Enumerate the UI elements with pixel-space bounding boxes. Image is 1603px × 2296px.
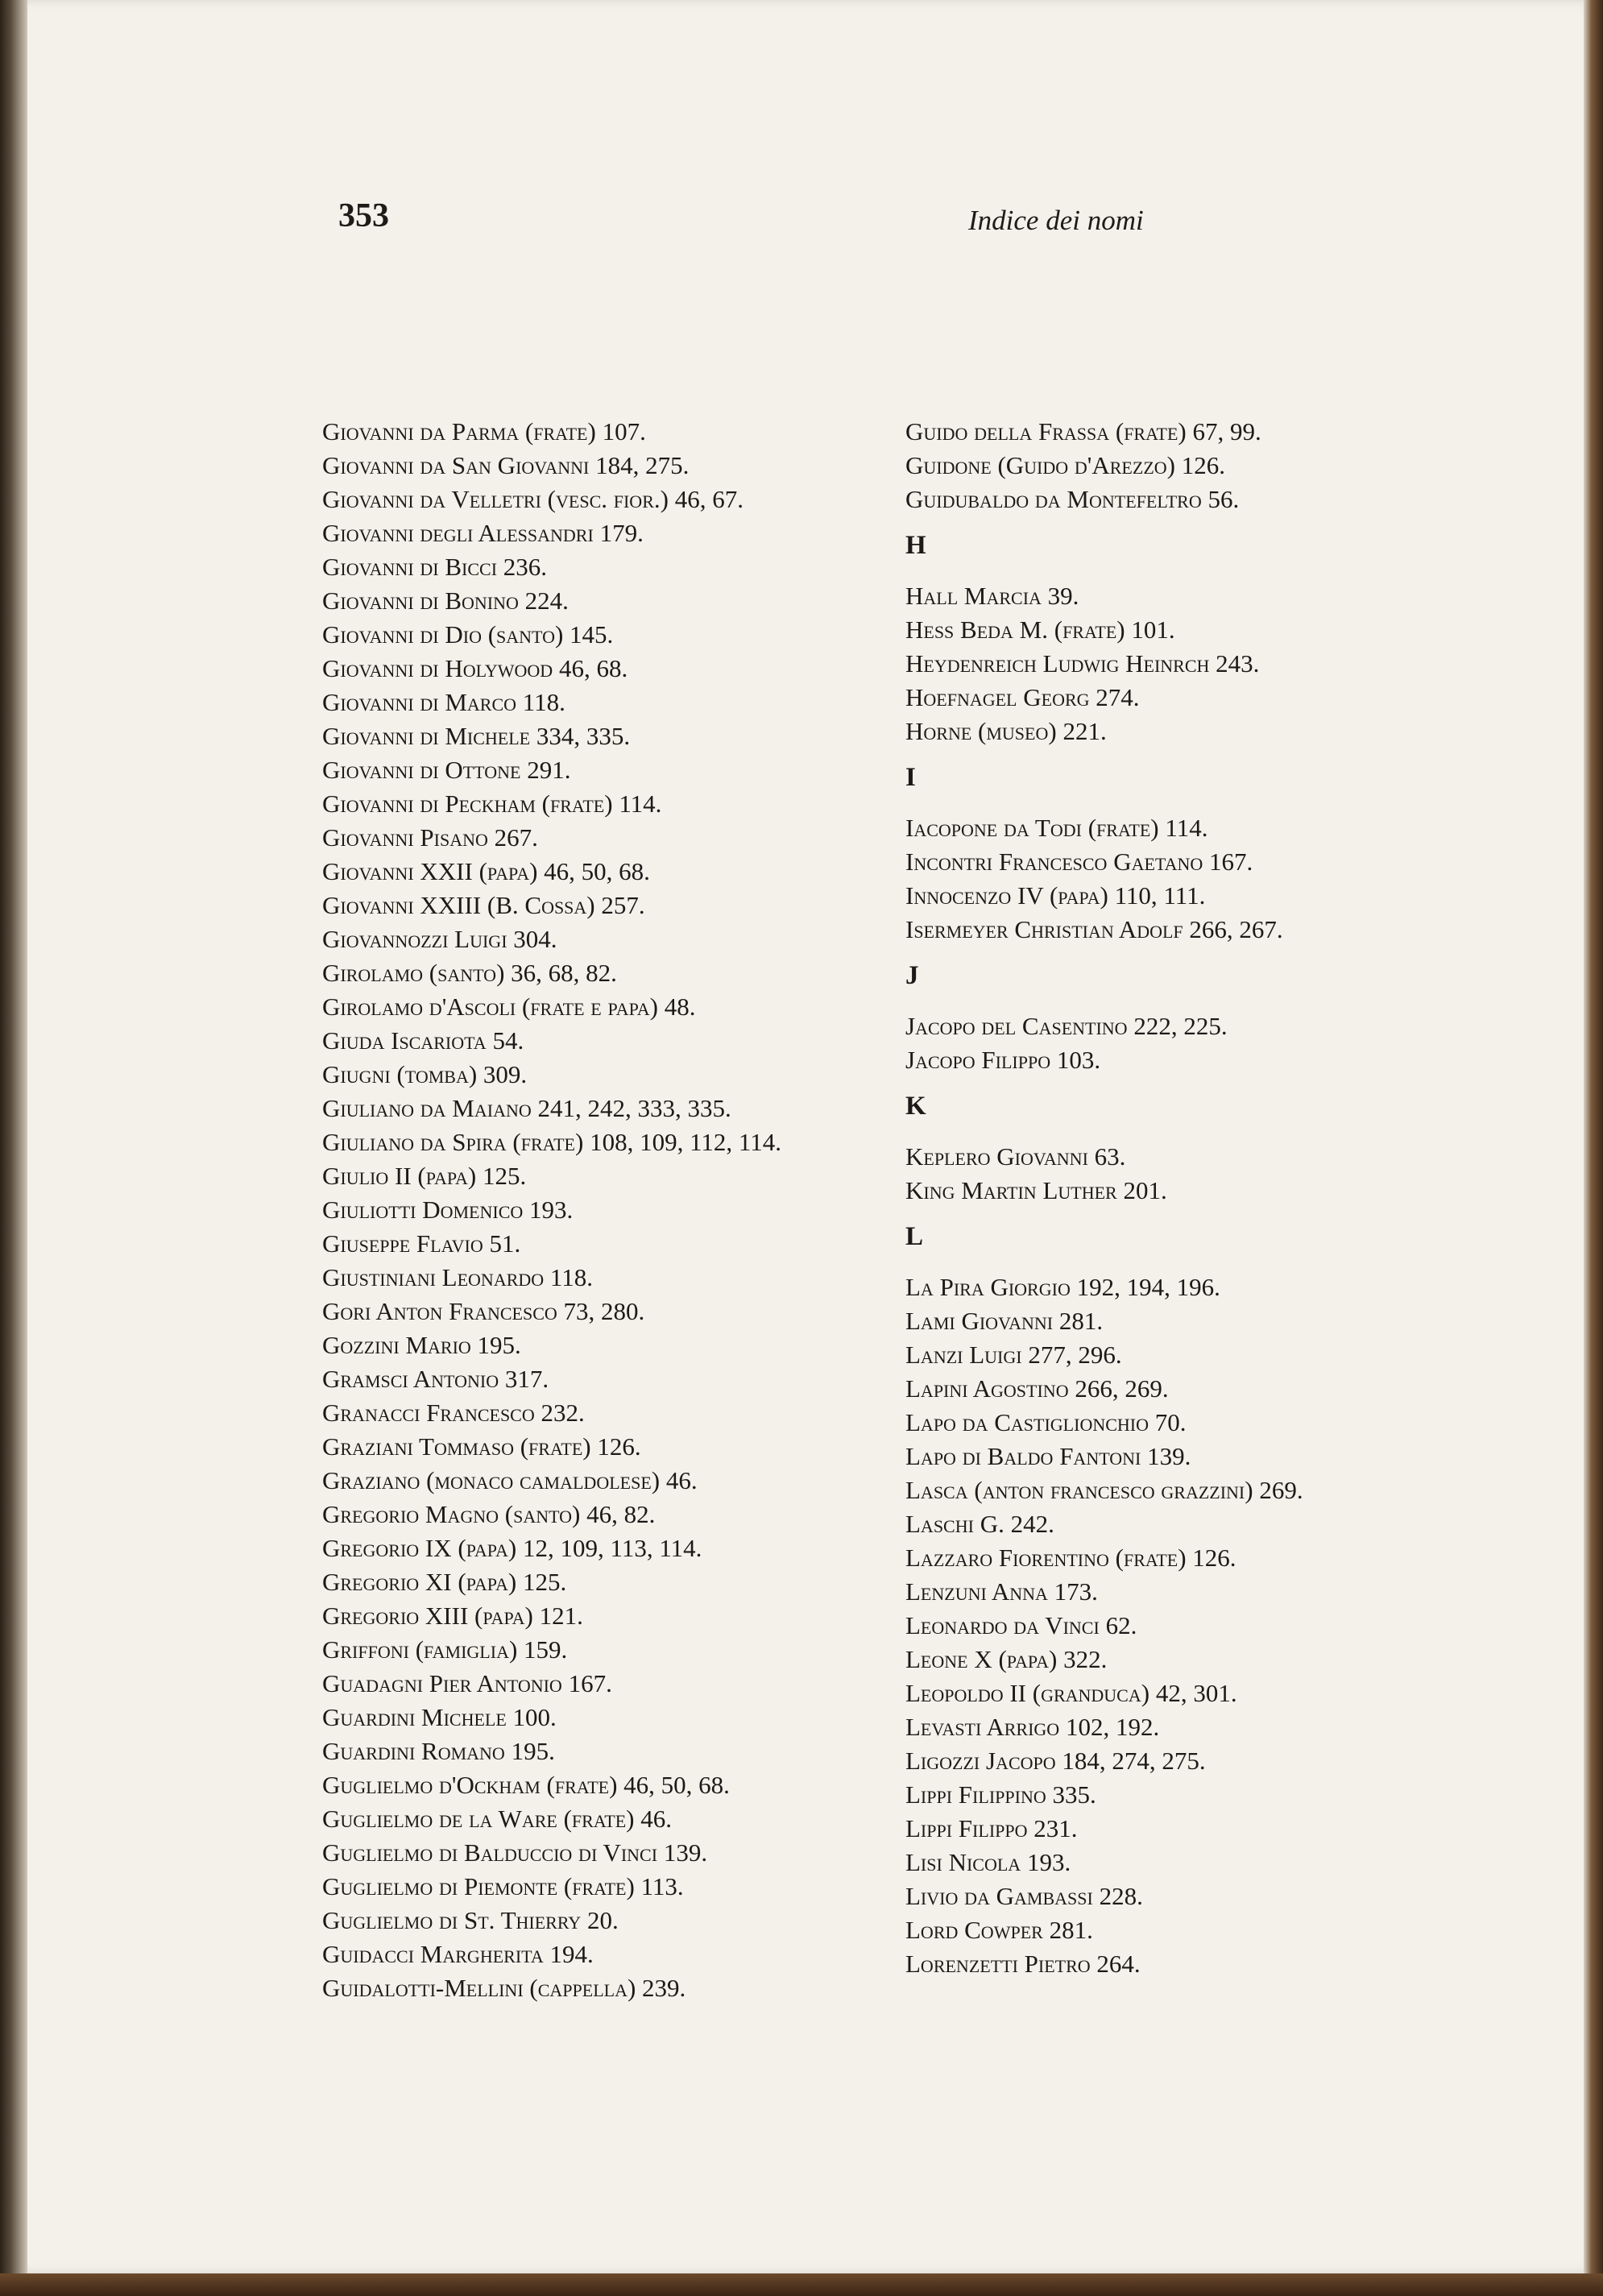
- index-entry: Gregorio XI (papa) 125.: [322, 1568, 567, 1596]
- index-entry: Girolamo (santo) 36, 68, 82.: [322, 959, 617, 987]
- index-entry: Guglielmo di Piemonte (frate) 113.: [322, 1872, 684, 1900]
- index-entry: Lorenzetti Pietro 264.: [905, 1950, 1141, 1978]
- index-entry: Giovanni XXII (papa) 46, 50, 68.: [322, 857, 650, 885]
- index-entry: Giovanni di Bicci 236.: [322, 553, 548, 581]
- index-entry: Keplero Giovanni 63.: [905, 1142, 1126, 1171]
- index-entry: Heydenreich Ludwig Heinrch 243.: [905, 649, 1260, 678]
- index-entry: Lasca (anton francesco grazzini) 269.: [905, 1476, 1303, 1504]
- index-entry: Giovanni da Parma (frate) 107.: [322, 417, 646, 446]
- index-entry: Lapo di Baldo Fantoni 139.: [905, 1442, 1191, 1470]
- index-entry: Lippi Filippino 335.: [905, 1780, 1096, 1809]
- index-entry: Jacopo del Casentino 222, 225.: [905, 1012, 1228, 1040]
- index-entry: Giuda Iscariota 54.: [322, 1026, 524, 1055]
- index-column-right: [905, 415, 1469, 1981]
- index-entry: Livio da Gambassi 228.: [905, 1882, 1143, 1910]
- index-entry: Lami Giovanni 281.: [905, 1307, 1104, 1335]
- index-entry: Guidone (Guido d'Arezzo) 126.: [905, 451, 1225, 479]
- index-column-left: [322, 415, 886, 2005]
- index-entry: Incontri Francesco Gaetano 167.: [905, 848, 1253, 876]
- page-number: 353: [338, 197, 389, 234]
- index-entry: Gozzini Mario 195.: [322, 1331, 521, 1359]
- index-entry: Graziani Tommaso (frate) 126.: [322, 1432, 641, 1461]
- index-entry: Guidubaldo da Montefeltro 56.: [905, 485, 1240, 513]
- index-entry: Guglielmo di St. Thierry 20.: [322, 1906, 619, 1934]
- section-letter-j: J: [905, 961, 919, 990]
- index-entry: Giuliotti Domenico 193.: [322, 1196, 574, 1224]
- index-entry: Isermeyer Christian Adolf 266, 267.: [905, 915, 1283, 943]
- index-entry: Giovanni di Holywood 46, 68.: [322, 654, 628, 682]
- section-letter-k: K: [905, 1092, 926, 1121]
- index-entry: Hall Marcia 39.: [905, 582, 1079, 610]
- index-entry: Giovanni da Velletri (vesc. fior.) 46, 67.: [322, 485, 744, 513]
- index-entry: La Pira Giorgio 192, 194, 196.: [905, 1273, 1220, 1301]
- index-entry: Laschi G. 242.: [905, 1510, 1054, 1538]
- book-cover-edge-right: [1584, 0, 1603, 2296]
- index-entry: Ligozzi Jacopo 184, 274, 275.: [905, 1747, 1206, 1775]
- index-entry: Guadagni Pier Antonio 167.: [322, 1669, 612, 1697]
- index-entry: Lippi Filippo 231.: [905, 1814, 1078, 1842]
- index-entry: Giuseppe Flavio 51.: [322, 1229, 521, 1258]
- index-entry: Graziano (monaco camaldolese) 46.: [322, 1466, 698, 1494]
- index-entry: Levasti Arrigo 102, 192.: [905, 1713, 1160, 1741]
- index-entry: Giulio II (papa) 125.: [322, 1162, 527, 1190]
- page-gutter-edge: [0, 0, 27, 2273]
- index-entry: Giovanni da San Giovanni 184, 275.: [322, 451, 690, 479]
- index-entry: Lapini Agostino 266, 269.: [905, 1374, 1169, 1403]
- index-entry: Guido della Frassa (frate) 67, 99.: [905, 417, 1261, 446]
- index-entry: Guidalotti-Mellini (cappella) 239.: [322, 1974, 686, 2002]
- index-entry: Leopoldo II (granduca) 42, 301.: [905, 1679, 1237, 1707]
- index-entry: Gramsci Antonio 317.: [322, 1365, 549, 1393]
- index-entry: Iacopone da Todi (frate) 114.: [905, 814, 1208, 842]
- index-entry: Guardini Michele 100.: [322, 1703, 557, 1731]
- index-entry: Horne (museo) 221.: [905, 717, 1107, 745]
- section-letter-l: L: [905, 1222, 924, 1251]
- index-entry: Giovanni di Marco 118.: [322, 688, 565, 716]
- index-entry: Giovannozzi Luigi 304.: [322, 925, 557, 953]
- index-entry: Hess Beda M. (frate) 101.: [905, 615, 1175, 644]
- index-entry: Giugni (tomba) 309.: [322, 1060, 528, 1088]
- index-entry: King Martin Luther 201.: [905, 1176, 1167, 1204]
- index-entry: Giovanni di Bonino 224.: [322, 586, 569, 615]
- index-entry: Lazzaro Fiorentino (frate) 126.: [905, 1544, 1236, 1572]
- index-entry: Gori Anton Francesco 73, 280.: [322, 1297, 645, 1325]
- index-entry: Leone X (papa) 322.: [905, 1645, 1108, 1673]
- index-entry: Lanzi Luigi 277, 296.: [905, 1341, 1122, 1369]
- index-entry: Lord Cowper 281.: [905, 1916, 1093, 1944]
- index-entry: Giovanni di Michele 334, 335.: [322, 722, 631, 750]
- index-entry: Hoefnagel Georg 274.: [905, 683, 1140, 711]
- section-letter-h: H: [905, 531, 926, 560]
- index-entry: Guardini Romano 195.: [322, 1737, 555, 1765]
- index-entry: Innocenzo IV (papa) 110, 111.: [905, 881, 1206, 910]
- index-entry: Giuliano da Maiano 241, 242, 333, 335.: [322, 1094, 731, 1122]
- index-entry: Gregorio IX (papa) 12, 109, 113, 114.: [322, 1534, 702, 1562]
- index-entry: Giovanni degli Alessandri 179.: [322, 519, 644, 547]
- index-entry: Jacopo Filippo 103.: [905, 1046, 1101, 1074]
- index-entry: Lisi Nicola 193.: [905, 1848, 1071, 1876]
- index-entry: Gregorio Magno (santo) 46, 82.: [322, 1500, 656, 1528]
- index-entry: Girolamo d'Ascoli (frate e papa) 48.: [322, 993, 696, 1021]
- index-entry: Guglielmo d'Ockham (frate) 46, 50, 68.: [322, 1771, 730, 1799]
- index-entry: Guidacci Margherita 194.: [322, 1940, 594, 1968]
- index-entry: Giovanni Pisano 267.: [322, 823, 538, 852]
- book-cover-edge-bottom: [0, 2273, 1603, 2296]
- index-entry: Gregorio XIII (papa) 121.: [322, 1602, 583, 1630]
- section-letter-i: I: [905, 763, 916, 792]
- index-entry: Guglielmo de la Ware (frate) 46.: [322, 1805, 672, 1833]
- index-entry: Giovanni di Dio (santo) 145.: [322, 620, 614, 649]
- index-entry: Giovanni XXIII (B. Cossa) 257.: [322, 891, 645, 919]
- index-entry: Giuliano da Spira (frate) 108, 109, 112, 114.: [322, 1128, 782, 1156]
- index-entry: Giovanni di Peckham (frate) 114.: [322, 790, 662, 818]
- index-entry: Griffoni (famiglia) 159.: [322, 1635, 568, 1664]
- index-entry: Lenzuni Anna 173.: [905, 1577, 1098, 1606]
- index-entry: Guglielmo di Balduccio di Vinci 139.: [322, 1838, 708, 1867]
- index-entry: Giustiniani Leonardo 118.: [322, 1263, 594, 1291]
- index-entry: Giovanni di Ottone 291.: [322, 756, 571, 784]
- running-head: Indice dei nomi: [968, 205, 1144, 236]
- index-entry: Leonardo da Vinci 62.: [905, 1611, 1137, 1639]
- index-entry: Granacci Francesco 232.: [322, 1399, 585, 1427]
- index-entry: Lapo da Castiglionchio 70.: [905, 1408, 1187, 1436]
